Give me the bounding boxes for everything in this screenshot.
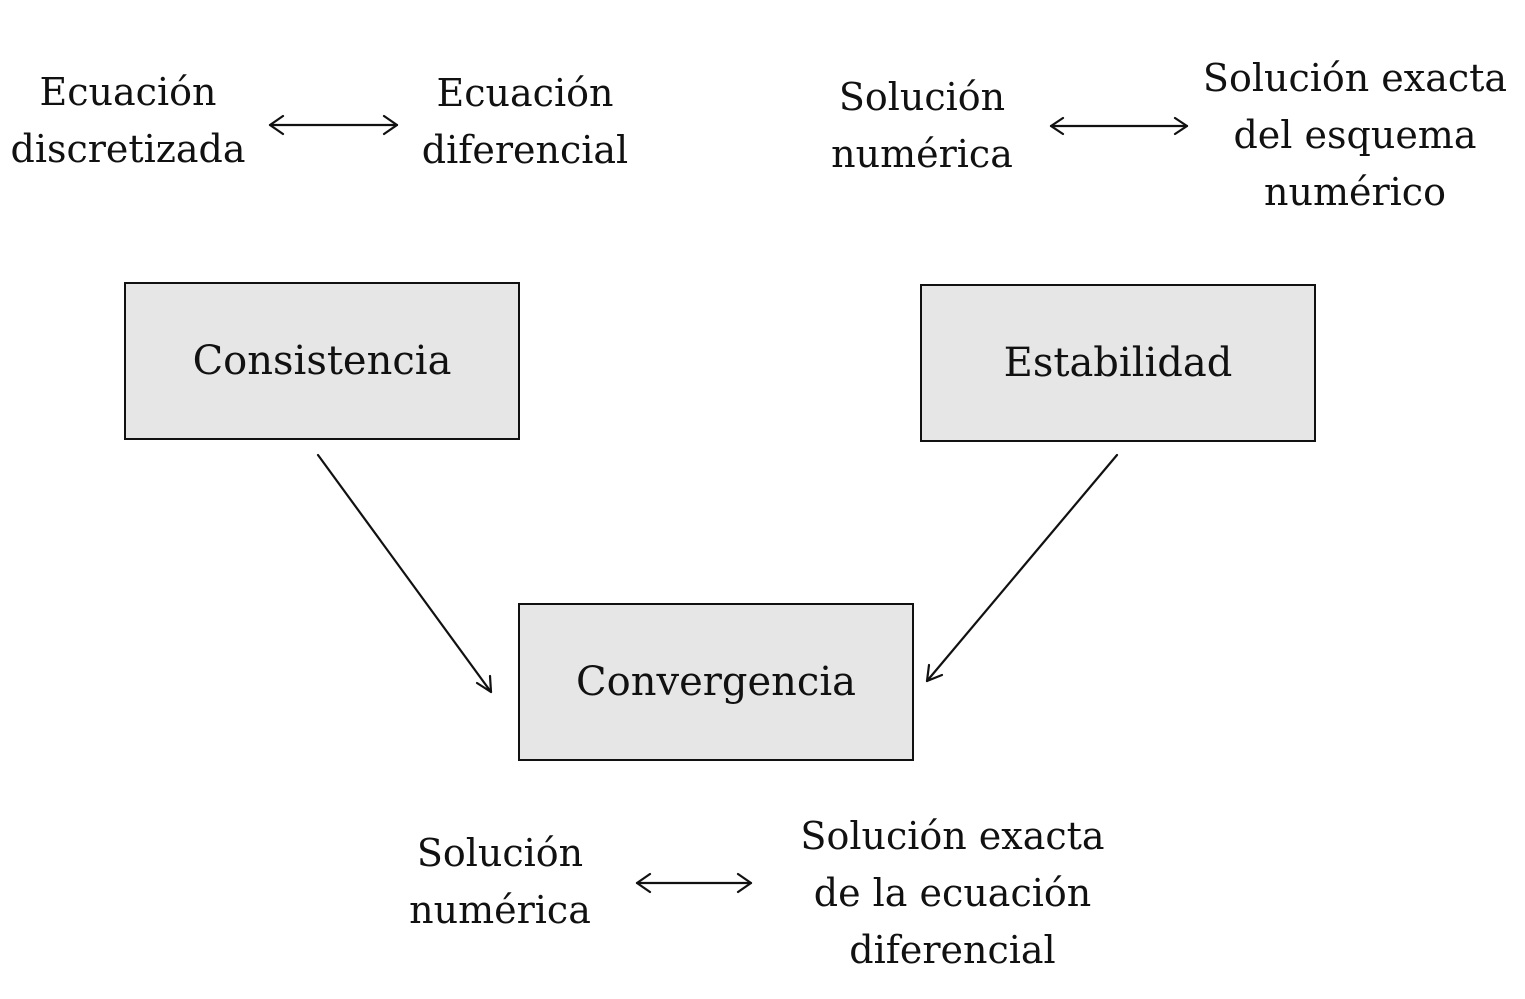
convergence-box — [518, 603, 914, 761]
stability-to-convergence-arrow — [927, 455, 1117, 681]
label-line: del esquema — [1233, 113, 1477, 157]
label-line: Solución — [416, 831, 584, 875]
label-line: Ecuación — [39, 70, 217, 114]
exact-differential-solution-label — [785, 808, 1120, 979]
label-line: Solución — [838, 75, 1006, 119]
convergence-solution-arrow — [637, 874, 751, 892]
consistency-to-convergence-arrow — [318, 455, 491, 692]
label-line: diferencial — [849, 928, 1056, 972]
stability-box — [920, 284, 1316, 442]
differential-equation-label — [410, 65, 640, 179]
consistency-box-label: Consistencia — [192, 338, 452, 384]
numerical-solution-label-top — [812, 69, 1032, 183]
convergence-box-label: Convergencia — [576, 659, 856, 705]
label-line: numérica — [409, 888, 591, 932]
label-line: discretizada — [10, 127, 246, 171]
numerical-solution-label-bottom — [390, 825, 610, 939]
stability-solution-arrow — [1051, 118, 1187, 134]
discretized-equation-label — [0, 64, 256, 178]
label-line: Solución exacta — [1202, 56, 1508, 100]
label-line: numérica — [831, 132, 1013, 176]
label-line: de la ecuación — [813, 871, 1092, 915]
consistency-box — [124, 282, 520, 440]
label-line: numérico — [1264, 170, 1446, 214]
equation-equivalence-arrow — [270, 116, 397, 134]
label-line: Solución exacta — [800, 814, 1105, 858]
exact-scheme-solution-label — [1195, 50, 1515, 221]
stability-box-label: Estabilidad — [1003, 340, 1233, 386]
label-line: diferencial — [421, 128, 629, 172]
label-line: Ecuación — [436, 71, 614, 115]
